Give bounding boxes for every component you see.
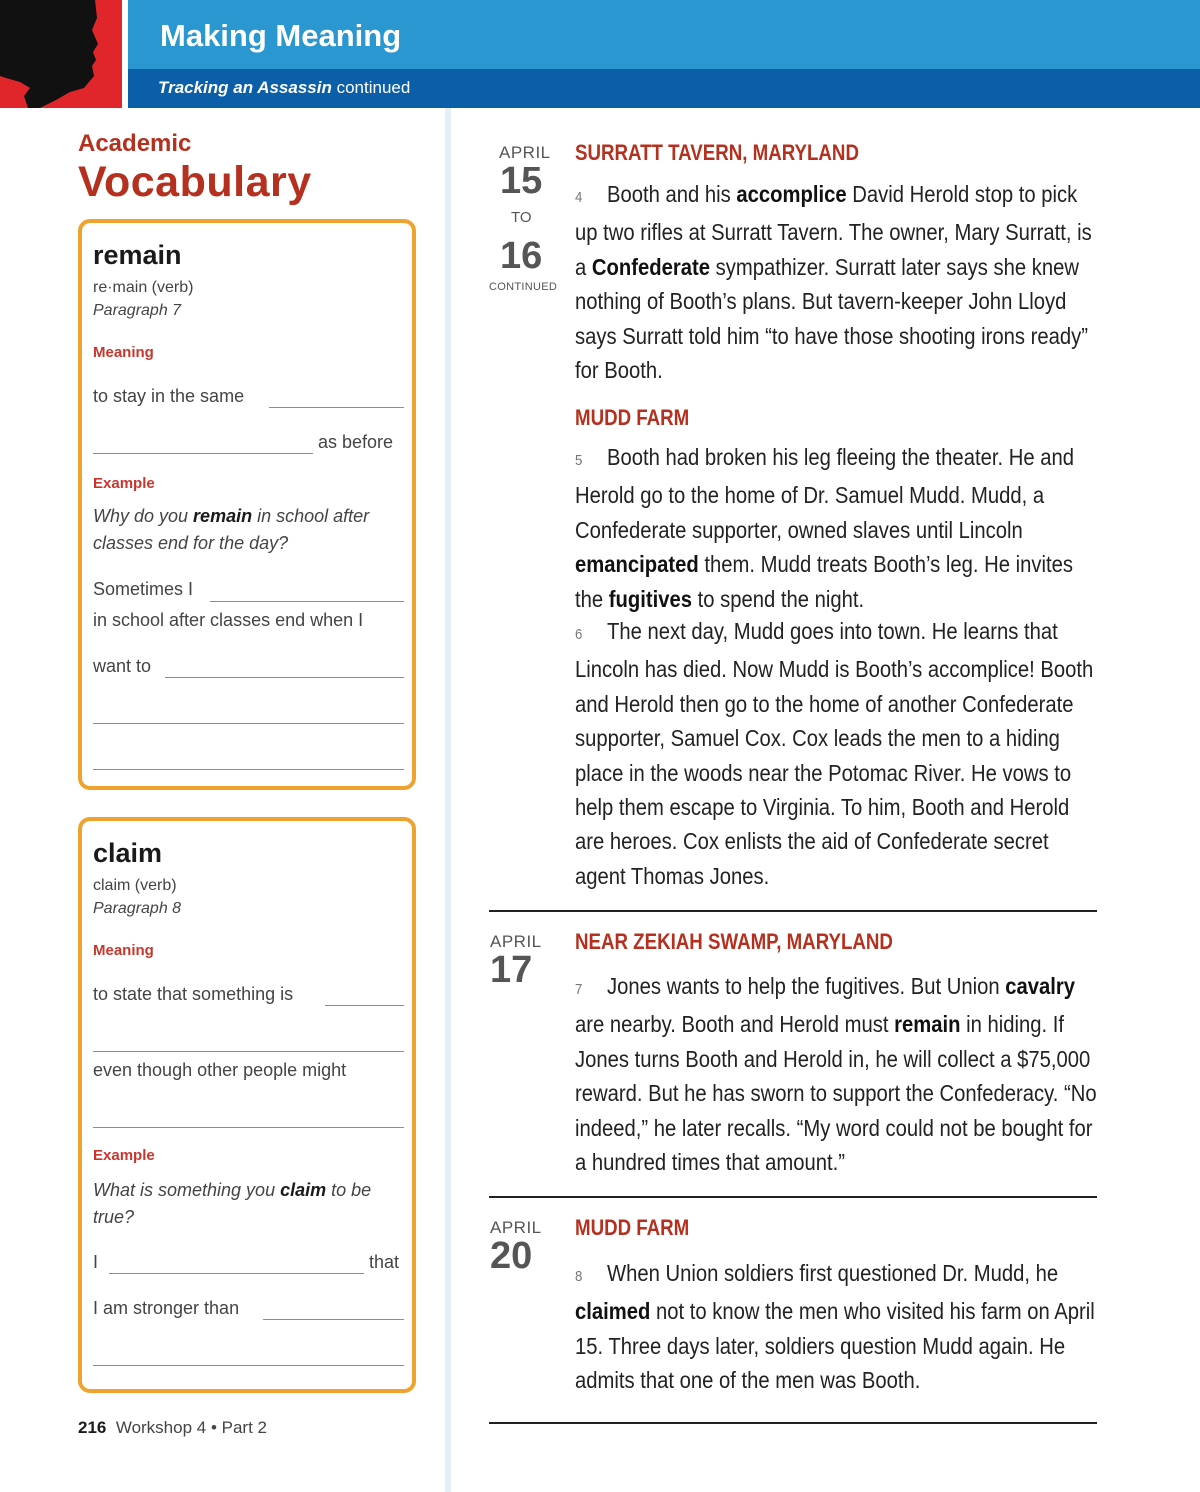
paragraph-4 xyxy=(575,177,1103,387)
date-day-start: 15 xyxy=(500,160,543,202)
date-month: APRIL xyxy=(490,1218,542,1237)
vocab-heading-small: Academic xyxy=(78,130,192,157)
vocab-word: remain xyxy=(93,240,182,270)
meaning-label: Meaning xyxy=(93,942,154,959)
vocab-pronunciation: claim (verb) xyxy=(93,877,177,894)
example-label: Example xyxy=(93,1147,155,1164)
meaning-text-part2: as before xyxy=(318,432,394,452)
example-text: Why do you xyxy=(93,506,194,526)
footer-text: Workshop 4 • Part 2 xyxy=(115,1418,267,1437)
header-logo-block xyxy=(0,0,122,108)
answer-line[interactable] xyxy=(93,1051,404,1052)
example-sentence xyxy=(93,503,383,557)
text: The next day, Mudd goes into town. He learns that Lincoln has died. Now Mudd is Booth’s accomplice! Booth and Herold then go to the home of another Confederate supporter, Samuel Cox. Cox leads the men to a hiding place in the woods near the Potomac River. He vows to help them escape to Virginia. To him, Booth and Herold are heroes. Cox enlists the aid of Confederate secret agent Thomas Jones. xyxy=(575,618,1094,889)
vocab-term: fugitives xyxy=(608,585,692,612)
silhouette-profile-icon xyxy=(0,0,122,108)
prompt-text-2: I am stronger than xyxy=(93,1298,240,1318)
answer-line[interactable] xyxy=(93,723,404,724)
answer-line[interactable] xyxy=(93,769,404,770)
text: are nearby. Booth and Herold must xyxy=(575,1011,895,1038)
vocab-term: Confederate xyxy=(591,253,710,280)
text: sympathizer. Surratt later says she knew nothing of Booth’s plans. But tavern-keeper John Lloyd says Surratt told him “to have those shooting irons ready” for Booth. xyxy=(575,253,1088,384)
text: Booth had broken his leg fleeing the theater. He and Herold go to the home of Dr. Samuel Mudd. Mudd, a Confederate supporter, owned slaves until Lincoln xyxy=(575,444,1074,543)
prompt-text-3: want to xyxy=(93,656,152,676)
page-number: 216 xyxy=(78,1418,107,1437)
vocab-card-remain xyxy=(78,219,416,790)
prompt-text-2: in school after classes end when I xyxy=(93,610,364,630)
date-month: APRIL xyxy=(490,932,542,951)
vocab-term: remain xyxy=(894,1011,961,1038)
example-text: in school after classes end for the day? xyxy=(93,506,370,553)
example-keyword: claim xyxy=(280,1180,327,1200)
vocab-word: claim xyxy=(93,838,163,868)
text: in hiding. If Jones turns Booth and Herold in, he will collect a $75,000 reward. But he has sworn to support the Confederacy. “No indeed,” he later recalls. “My word could not be bought for a hundred times that amount.” xyxy=(575,1011,1097,1176)
vocab-term: claimed xyxy=(575,1298,651,1325)
paragraph-8 xyxy=(575,1256,1103,1398)
paragraph-7 xyxy=(575,969,1103,1179)
prompt-text-1b: that xyxy=(369,1252,400,1272)
section-divider xyxy=(489,910,1097,912)
subtitle-continued: continued xyxy=(331,78,411,97)
section-heading: MUDD FARM xyxy=(575,1215,690,1240)
answer-line[interactable] xyxy=(263,1319,404,1320)
answer-line[interactable] xyxy=(93,453,313,454)
date-to: TO xyxy=(511,209,532,226)
vocab-term: emancipated xyxy=(575,551,699,578)
text: Jones wants to help the fugitives. But Union xyxy=(606,973,1006,999)
example-keyword: remain xyxy=(193,506,253,526)
section-heading: NEAR ZEKIAH SWAMP, MARYLAND xyxy=(575,929,893,954)
text: David Herold stop to pick up two rifles at Surratt Tavern. The owner, Mary Surratt, is a xyxy=(575,181,1092,280)
text: to spend the night. xyxy=(691,585,865,612)
paragraph-5 xyxy=(575,440,1103,616)
prompt-text-1: Sometimes I xyxy=(93,579,194,599)
text: When Union soldiers first questioned Dr. Mudd, he xyxy=(606,1260,1059,1286)
vocab-term: cavalry xyxy=(1005,973,1076,999)
paragraph-number: 6 xyxy=(575,626,583,643)
meaning-label: Meaning xyxy=(93,344,154,361)
page-footer xyxy=(78,1418,267,1438)
column-divider xyxy=(445,108,451,1492)
page-title: Making Meaning xyxy=(160,18,402,53)
meaning-text-part2: even though other people might xyxy=(93,1060,347,1080)
answer-line[interactable] xyxy=(325,1005,404,1006)
vocab-term: accomplice xyxy=(736,181,847,207)
date-day-end: 16 xyxy=(500,235,543,277)
paragraph-number: 8 xyxy=(575,1268,583,1285)
date-day-start: 20 xyxy=(490,1235,533,1277)
vocab-card-claim xyxy=(78,817,416,1393)
section-divider xyxy=(489,1196,1097,1198)
vocab-paragraph-ref: Paragraph 7 xyxy=(93,302,182,319)
text: them. Mudd treats Booth’s leg. He invites the xyxy=(575,551,1073,612)
section-heading: SURRATT TAVERN, MARYLAND xyxy=(575,140,859,165)
page-subtitle xyxy=(158,78,410,98)
date-day-start: 17 xyxy=(490,949,533,991)
text: not to know the men who visited his farm on April 15. Three days later, soldiers question Mudd again. He admits that one of the men was Booth. xyxy=(575,1298,1095,1394)
prompt-text-1a: I xyxy=(93,1252,99,1272)
answer-line[interactable] xyxy=(210,601,404,602)
example-text: to be true? xyxy=(93,1180,372,1227)
answer-line[interactable] xyxy=(109,1273,364,1274)
answer-line[interactable] xyxy=(93,1127,404,1128)
answer-line[interactable] xyxy=(269,407,404,408)
paragraph-number: 7 xyxy=(575,981,583,998)
subtitle-story-title: Tracking an Assassin xyxy=(158,78,332,97)
example-text: What is something you xyxy=(93,1180,281,1200)
vocab-paragraph-ref: Paragraph 8 xyxy=(93,900,182,917)
answer-line[interactable] xyxy=(165,677,404,678)
text: Booth and his xyxy=(606,181,737,207)
vocab-pronunciation: re·main (verb) xyxy=(93,279,194,296)
meaning-text-part1: to stay in the same xyxy=(93,386,245,406)
date-month: APRIL xyxy=(499,143,551,162)
example-sentence xyxy=(93,1177,393,1231)
section-heading: MUDD FARM xyxy=(575,405,690,430)
answer-line[interactable] xyxy=(93,1365,404,1366)
section-divider xyxy=(489,1422,1097,1424)
date-continued: CONTINUED xyxy=(489,281,558,293)
example-label: Example xyxy=(93,475,155,492)
paragraph-number: 4 xyxy=(575,189,583,206)
paragraph-6 xyxy=(575,614,1103,893)
meaning-text-part1: to state that something is xyxy=(93,984,294,1004)
vocab-heading-big: Vocabulary xyxy=(78,158,312,206)
paragraph-number: 5 xyxy=(575,452,583,469)
